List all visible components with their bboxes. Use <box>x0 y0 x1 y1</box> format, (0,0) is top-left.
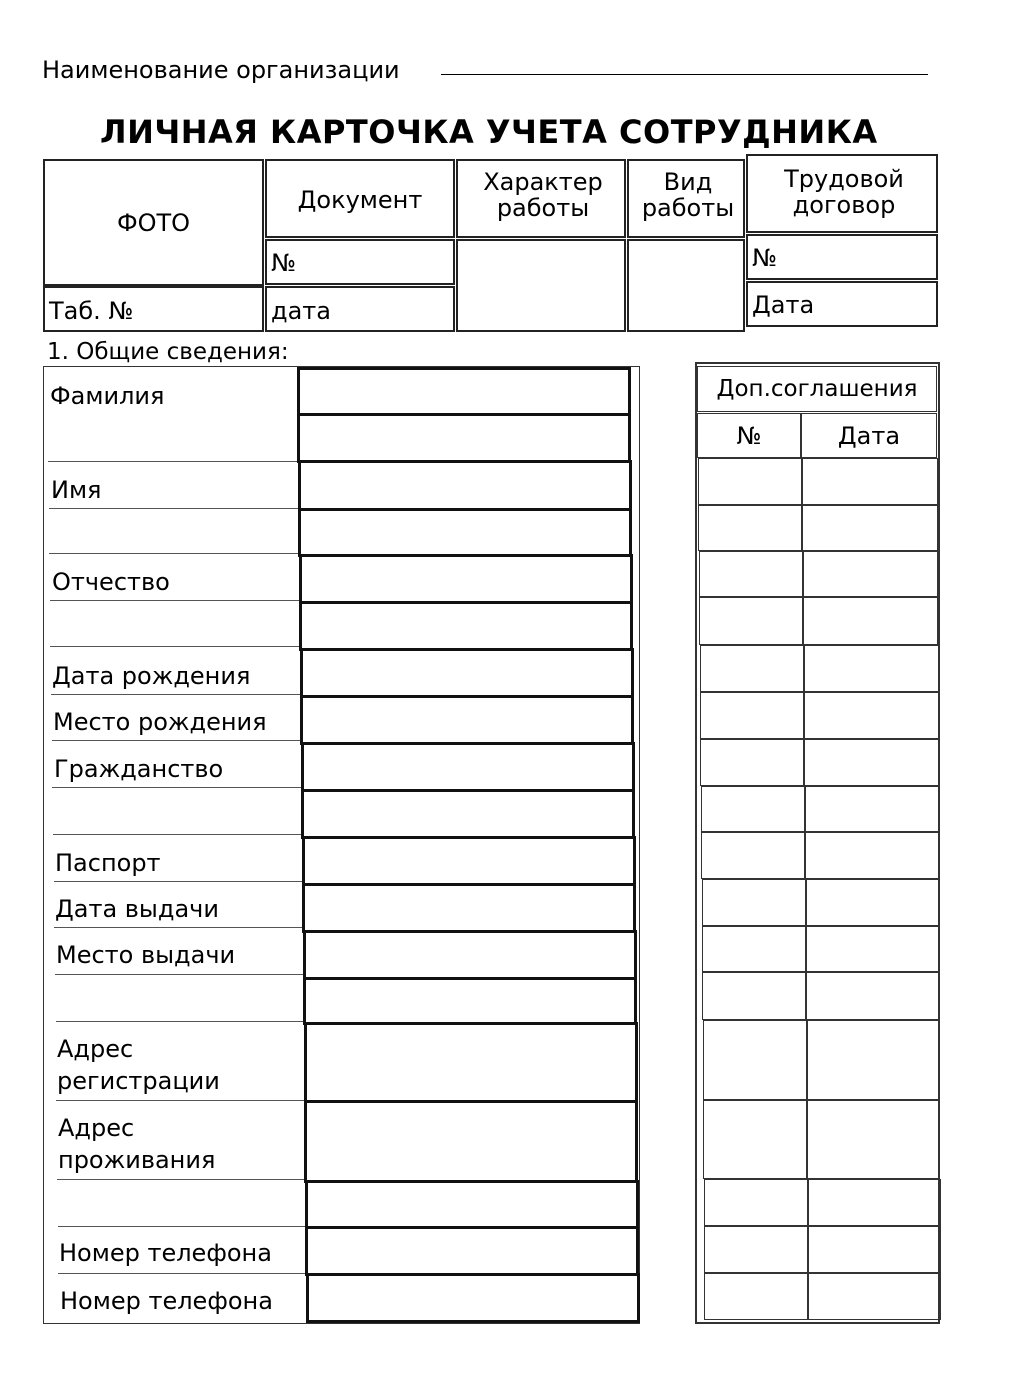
additional-row-date-cell[interactable] <box>802 458 938 505</box>
value-field-passport[interactable] <box>302 836 636 886</box>
label-separator <box>52 787 302 788</box>
labor-contract-number-label: № <box>752 244 777 272</box>
field-label-citizenship: Гражданство <box>54 755 224 783</box>
value-field-surname-2[interactable] <box>297 413 631 463</box>
document-date-label: дата <box>271 297 331 325</box>
field-label-passport: Паспорт <box>55 849 161 877</box>
field-label-issue-place: Место выдачи <box>56 941 236 969</box>
field-label-patronymic: Отчество <box>52 568 170 596</box>
work-character-header <box>456 159 626 238</box>
additional-row-date-cell[interactable] <box>808 1226 941 1273</box>
field-label-residence-address: Адрес проживания <box>58 1114 216 1175</box>
value-field-citizenship-1[interactable] <box>301 742 635 792</box>
additional-row-number-cell[interactable] <box>701 786 805 832</box>
additional-row-date-cell[interactable] <box>803 551 938 597</box>
document-label: Документ <box>297 186 423 214</box>
additional-row-date-cell[interactable] <box>806 926 940 972</box>
additional-row-date-cell[interactable] <box>806 879 940 926</box>
label-separator <box>57 1179 307 1180</box>
label-separator <box>50 646 300 647</box>
document-number-label: № <box>271 249 296 277</box>
additional-col-date-label: Дата <box>837 422 901 450</box>
additional-row-date-cell[interactable] <box>804 739 939 786</box>
additional-col-date <box>801 413 937 458</box>
tab-number-label: Таб. № <box>49 297 134 325</box>
organization-name-line[interactable] <box>441 74 928 75</box>
label-separator <box>52 740 302 741</box>
additional-agreements-title: Доп.соглашения <box>716 376 918 402</box>
value-field-patronymic-1[interactable] <box>299 554 633 604</box>
value-field-issue-date[interactable] <box>302 883 636 933</box>
additional-row-number-cell[interactable] <box>703 1100 807 1179</box>
value-field-citizenship-2[interactable] <box>301 789 635 839</box>
additional-row-number-cell[interactable] <box>702 879 806 926</box>
field-label-surname: Фамилия <box>50 382 165 410</box>
value-field-birth-place[interactable] <box>300 695 634 745</box>
label-separator <box>55 974 305 975</box>
work-type-header <box>627 159 745 238</box>
additional-row-date-cell[interactable] <box>804 645 939 692</box>
tab-number-cell[interactable] <box>43 286 264 332</box>
additional-row-date-cell[interactable] <box>808 1273 941 1320</box>
field-label-phone-1: Номер телефона <box>59 1239 272 1267</box>
additional-row-date-cell[interactable] <box>806 972 940 1020</box>
label-separator <box>58 1226 308 1227</box>
additional-row-number-cell[interactable] <box>703 1020 807 1100</box>
field-label-birth-place: Место рождения <box>53 708 267 736</box>
value-field-issue-place-2[interactable] <box>303 977 637 1025</box>
additional-col-number-label: № <box>736 422 762 450</box>
value-field-surname-1[interactable] <box>297 367 631 416</box>
labor-contract-header <box>746 154 938 233</box>
additional-row-date-cell[interactable] <box>807 1020 940 1100</box>
photo-box[interactable] <box>43 159 264 286</box>
label-separator <box>58 1273 308 1274</box>
additional-row-date-cell[interactable] <box>807 1100 940 1179</box>
additional-row-number-cell[interactable] <box>699 551 803 597</box>
value-field-first-name-2[interactable] <box>298 508 632 557</box>
additional-row-number-cell[interactable] <box>698 458 802 505</box>
work-character-label: Характер работы <box>483 168 603 223</box>
label-separator <box>54 927 304 928</box>
additional-row-date-cell[interactable] <box>805 832 939 879</box>
additional-row-number-cell[interactable] <box>700 692 804 739</box>
additional-row-number-cell[interactable] <box>700 739 804 786</box>
label-separator <box>56 1021 306 1022</box>
additional-row-date-cell[interactable] <box>808 1179 941 1226</box>
additional-row-number-cell[interactable] <box>702 972 806 1020</box>
value-field-birth-date[interactable] <box>300 648 634 698</box>
value-field-registration-address[interactable] <box>304 1022 638 1103</box>
value-field-residence-address[interactable] <box>304 1100 638 1183</box>
label-separator <box>49 553 299 554</box>
label-separator <box>48 461 298 462</box>
photo-label: ФОТО <box>116 209 191 237</box>
value-field-patronymic-2[interactable] <box>299 601 633 651</box>
labor-contract-date-cell[interactable] <box>746 281 938 327</box>
label-separator <box>51 694 301 695</box>
label-separator <box>53 834 303 835</box>
additional-row-number-cell[interactable] <box>700 645 804 692</box>
field-label-birth-date: Дата рождения <box>52 662 251 690</box>
value-field-first-name-1[interactable] <box>298 460 632 511</box>
additional-col-number <box>697 413 801 458</box>
additional-row-number-cell[interactable] <box>699 597 803 645</box>
additional-row-number-cell[interactable] <box>704 1273 808 1320</box>
value-field-residence-address-2[interactable] <box>305 1180 639 1229</box>
additional-row-date-cell[interactable] <box>802 505 938 551</box>
label-separator <box>56 1100 306 1101</box>
label-separator <box>49 508 299 509</box>
field-label-first-name: Имя <box>51 476 102 504</box>
additional-row-number-cell[interactable] <box>702 926 806 972</box>
label-separator <box>50 600 300 601</box>
additional-row-number-cell[interactable] <box>704 1179 808 1226</box>
value-field-issue-place-1[interactable] <box>303 930 637 980</box>
additional-row-number-cell[interactable] <box>704 1226 808 1273</box>
document-date-cell[interactable] <box>265 286 455 332</box>
value-field-phone-2[interactable] <box>306 1273 640 1323</box>
work-type-label: Вид работы <box>641 168 735 223</box>
document-header <box>265 159 455 238</box>
field-label-phone-2: Номер телефона <box>60 1287 273 1315</box>
additional-row-date-cell[interactable] <box>805 786 939 832</box>
label-separator <box>54 881 304 882</box>
additional-row-date-cell[interactable] <box>803 597 938 645</box>
labor-contract-date-label: Дата <box>752 291 815 319</box>
value-field-phone-1[interactable] <box>305 1226 639 1276</box>
additional-row-number-cell[interactable] <box>698 505 802 551</box>
labor-contract-number-cell[interactable] <box>746 234 938 280</box>
field-label-issue-date: Дата выдачи <box>55 895 219 923</box>
section-general-title: 1. Общие сведения: <box>47 339 289 365</box>
additional-agreements-header <box>697 366 937 412</box>
page-title: ЛИЧНАЯ КАРТОЧКА УЧЕТА СОТРУДНИКА <box>100 113 878 151</box>
organization-label: Наименование организации <box>42 56 400 84</box>
work-type-value-cell[interactable] <box>627 239 745 332</box>
additional-row-number-cell[interactable] <box>701 832 805 879</box>
additional-row-date-cell[interactable] <box>804 692 939 739</box>
labor-contract-label: Трудовой договор <box>784 165 904 220</box>
work-character-value-cell[interactable] <box>456 239 626 332</box>
field-label-registration-address: Адрес регистрации <box>57 1035 220 1096</box>
document-number-cell[interactable] <box>265 239 455 285</box>
